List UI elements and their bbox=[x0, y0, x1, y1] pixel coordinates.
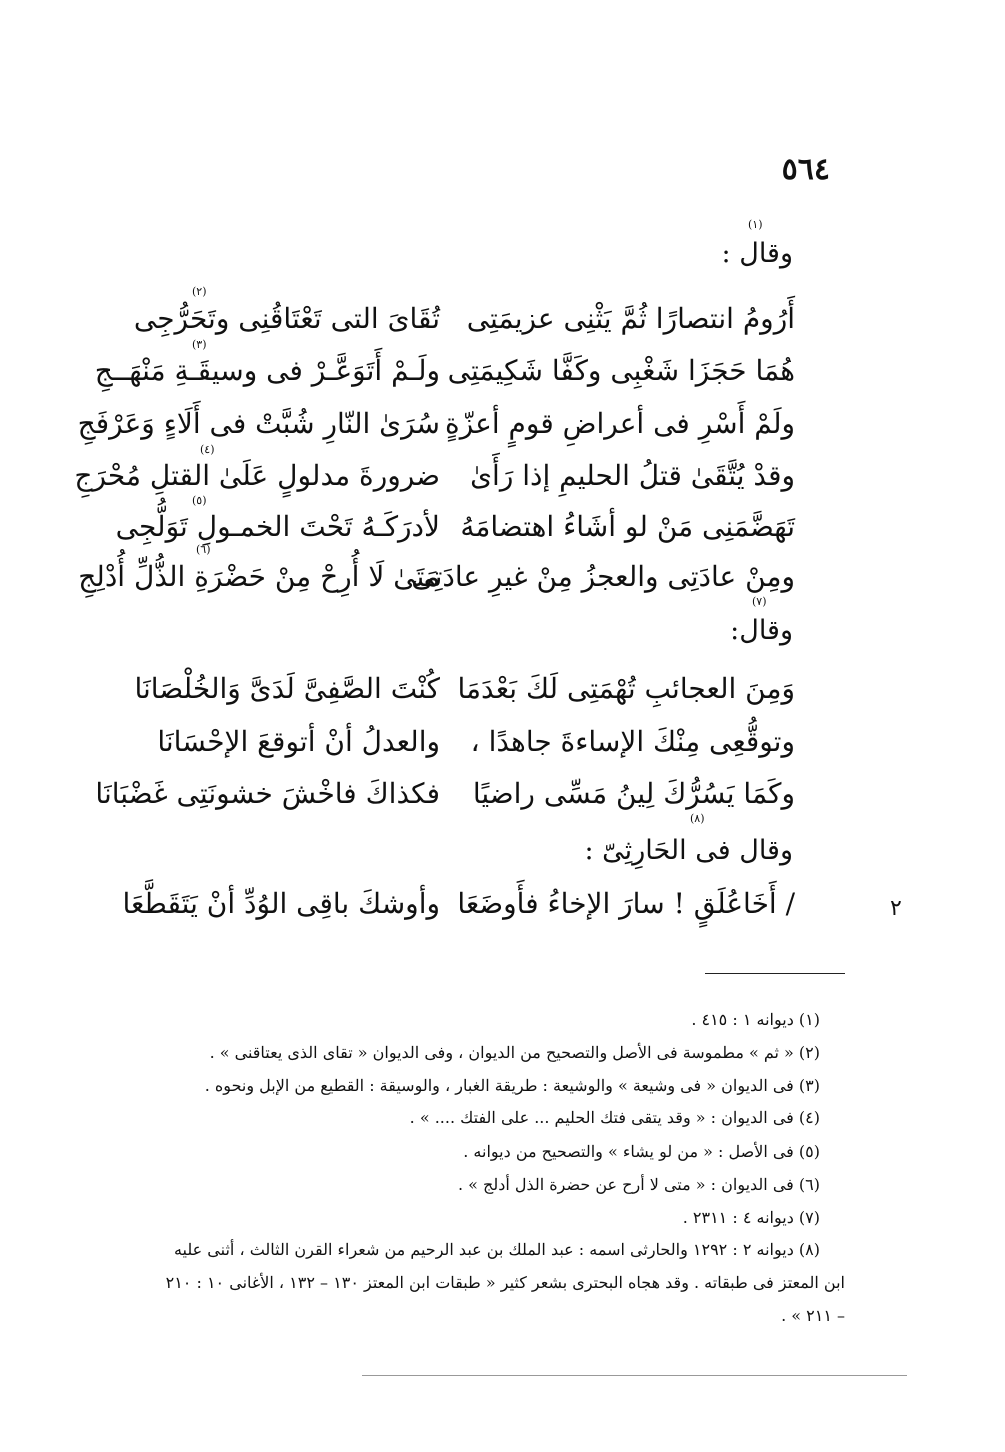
footnote-2: (٢) « ثم » مطموسة فى الأصل والتصحيح من الديوان ، وفى الديوان « تقاى الذى يعتاقنى » . bbox=[209, 1043, 820, 1062]
verse-1-4-left: ضرورةَ مدلولٍ عَلَىٰ القتلِ مُحْرَجِ bbox=[74, 459, 440, 492]
footnote-8-line-3: – ٢١١ » . bbox=[781, 1306, 845, 1325]
verse-1-2-ref: (٣) bbox=[192, 338, 207, 351]
verse-3-1-right: / أَخَاعُلَقٍ ! سارَ الإخاءُ فأَوضَعَا bbox=[457, 887, 795, 920]
verse-1-2-left: ولَـمْ أَتَوَعَّـرْ فى وسيقَـةِ مَنْهَــجِ bbox=[94, 354, 440, 387]
verse-2-3-right: وكَمَا يَسُرُّكَ لِينُ مَسِّى راضيًا bbox=[472, 777, 795, 810]
verse-1-5-right: تَهَضَّمَنِى مَنْ لو أشَاءُ اهتضامَهُ bbox=[460, 510, 795, 543]
verse-1-3-right: ولَمْ أَسْرِ فى أعراضِ قومٍ أعزّةٍ bbox=[445, 407, 795, 440]
verse-1-1-right: أَرُومُ انتصارًا ثُمَّ يَثْنِى عزيمَتِى bbox=[466, 302, 795, 335]
verse-3-1-left: وأوشكَ باقِى الوُدِّ أنْ يَتَقَطَّعَا bbox=[122, 887, 440, 920]
footnote-7: (٧) ديوانه ٤ : ٢٣١١ . bbox=[682, 1208, 820, 1227]
footnote-5: (٥) فى الأصل : « من لو يشاء » والتصحيح من ديوانه . bbox=[463, 1142, 820, 1161]
footnote-8: (٨) ديوانه ٢ : ١٢٩٢ والحارثى اسمه : عبد الملك بن عبد الرحيم من شعراء القرن الثالث ، أثنى عليه bbox=[173, 1240, 820, 1259]
section-3-ref: (٨) bbox=[690, 812, 705, 825]
verse-2-3-left: فكذاكَ فاخْشَ خشونَتِى غَضْبَانَا bbox=[95, 777, 440, 810]
footnote-8-line-2: ابن المعتز فى طبقاته . وقد هجاه البحترى بشعر كثير « طبقات ابن المعتز ١٣٠ – ١٣٢ ، الأغانى ١٠ : ٢١٠ bbox=[165, 1273, 845, 1292]
section-1-heading: وقال : bbox=[721, 238, 793, 269]
footnote-6: (٦) فى الديوان : « متى لا أرح عن حضرة الذل أدلج » . bbox=[457, 1175, 820, 1194]
verse-1-6-left: مَتَىٰ لَا أُرِحْ مِنْ حَضْرَةِ الذُّلِّ أُدْلِجِ bbox=[78, 560, 440, 593]
footnote-3: (٣) فى الديوان « فى وشيعة » والوشيعة : طريقة الغبار ، والوسيقة : القطيع من الإبل ونحوه . bbox=[204, 1076, 820, 1095]
footnote-1: (١) ديوانه ١ : ٤١٥ . bbox=[691, 1010, 820, 1029]
verse-1-5-ref: (٥) bbox=[192, 494, 207, 507]
verse-1-1-ref: (٢) bbox=[192, 285, 207, 298]
page-number: ٥٦٤ bbox=[781, 152, 830, 187]
verse-1-6-ref: (٦) bbox=[196, 543, 211, 556]
footnote-4: (٤) فى الديوان : « وقد يتقى فتك الحليم ... على الفتك .... » . bbox=[409, 1108, 820, 1127]
footnote-separator bbox=[705, 973, 845, 974]
verse-1-4-ref: (٤) bbox=[200, 443, 215, 456]
verse-1-1-left: تُقَاىَ التى تَعْتَاقُنِى وتَحَرُّجِى bbox=[133, 302, 440, 335]
verse-1-4-right: وقدْ يُتَّقَىٰ قتلُ الحليمِ إذا رَأَىٰ bbox=[470, 459, 795, 492]
bottom-rule bbox=[362, 1375, 907, 1376]
section-3-heading: وقال فى الحَارِثِىّ : bbox=[584, 835, 793, 866]
margin-number: ٢ bbox=[890, 896, 902, 921]
verse-1-2-right: هُمَا حَجَزَا شَغْبِى وكَفَّا شَكِيمَتِى bbox=[447, 354, 795, 387]
verse-1-3-left: سُرَىٰ النّارِ شُبَّتْ فى أَلَاءٍ وَعَرْفَجِ bbox=[77, 407, 440, 440]
verse-1-6-right: ومِنْ عادَتِى والعجزُ مِنْ غيرِ عادَتِى bbox=[411, 560, 795, 593]
verse-2-2-right: وتوقُّعِى مِنْكَ الإساءةَ جاهدًا ، bbox=[470, 725, 795, 758]
section-2-heading: وقال: bbox=[730, 615, 793, 646]
verse-2-1-left: كُنْتَ الصَّفِىَّ لَدَىَّ وَالخُلْصَانَا bbox=[134, 672, 440, 705]
verse-1-5-left: لأدرَكَـهُ تَحْتَ الخمـولِ تَوَلُّجِى bbox=[115, 510, 440, 543]
verse-2-2-left: والعدلُ أنْ أتوقعَ الإحْسَانَا bbox=[157, 725, 440, 758]
section-1-ref: (١) bbox=[748, 218, 763, 231]
section-2-ref: (٧) bbox=[752, 595, 767, 608]
verse-2-1-right: وَمِنَ العجائبِ تُهْمَتِى لَكَ بَعْدَمَا bbox=[457, 672, 795, 705]
